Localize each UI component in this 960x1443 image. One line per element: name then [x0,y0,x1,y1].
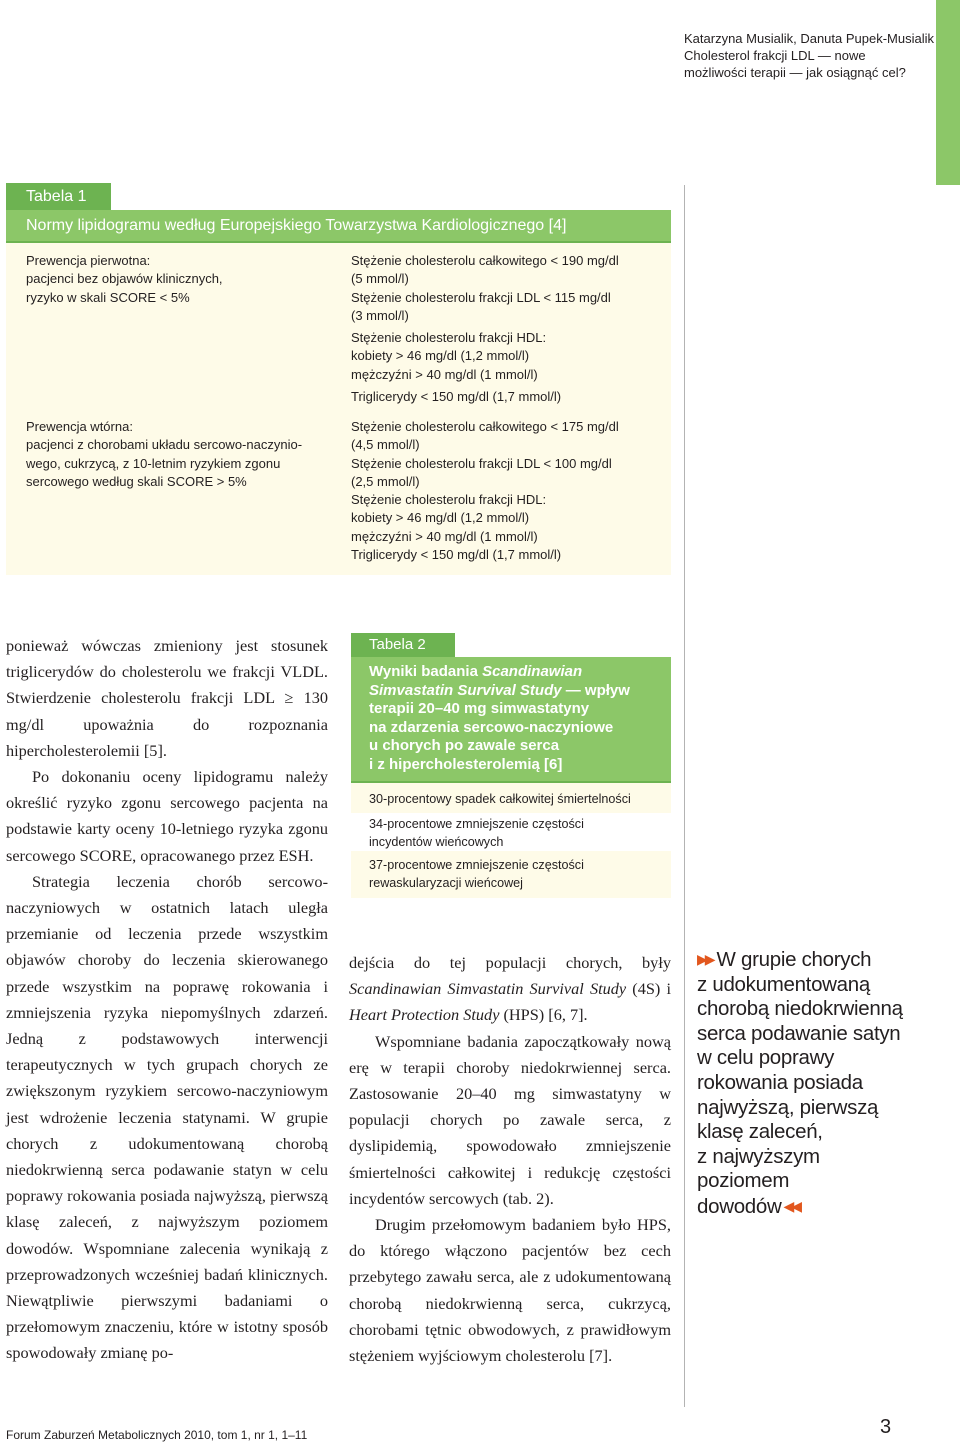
table-cell-line: (5 mmol/l) [351,271,409,287]
table-cell-line: kobiety > 46 mg/dl (1,2 mmol/l) [351,510,530,526]
table-cell-line: sercowego według skali SCORE > 5% [26,473,247,489]
pull-quote-line: z udokumentowaną [697,972,870,996]
table-cell-line: kobiety > 46 mg/dl (1,2 mmol/l) [351,348,530,364]
table-cell-line: 37-procentowe zmniejszenie częstości [369,858,584,872]
table-cell-line: incydentów wieńcowych [369,835,504,849]
table2-title-line: na zdarzenia sercowo-naczyniowe [369,718,614,736]
pull-quote-line: chorobą niedokrwienną [697,997,903,1021]
table-cell-line: 30-procentowy spadek całkowitej śmiertelności [369,792,631,806]
header-authors: Katarzyna Musialik, Danuta Pupek-Musialik [684,31,934,46]
table-cell-line: Prewencja wtórna: [26,419,133,434]
pull-quote-line: klasę zaleceń, [697,1120,823,1144]
table-cell-line: ryzyko w skali SCORE < 5% [26,289,190,305]
body-column-middle [349,950,671,1369]
table2-title [351,657,671,781]
page-tab-marker [936,0,960,185]
table-cell-line: (3 mmol/l) [351,307,409,323]
pull-quote [697,947,952,1220]
table-cell-line: (2,5 mmol/l) [351,473,420,489]
table-cell-line: mężczyźni > 40 mg/dl (1 mmol/l) [351,528,538,544]
body-column-left [6,633,328,1367]
table-cell-line: Triglicerydy < 150 mg/dl (1,7 mmol/l) [351,547,562,563]
table2-row [351,813,671,851]
table-cell-line: Stężenie cholesterolu frakcji HDL: [351,492,547,508]
body-paragraph: Wspomniane badania zapoczątkowały nową erę w terapii choroby niedokrwiennej serca. Zastosowanie 20–40 mg simwastatyny w populacji chorych po zawale serca, z dyslipidemią, spowodowało zmniejszenie śmiertelności całkowitej i redukcję częstości incydentów sercowych (tab. 2). [349,1031,671,1208]
table2-row [351,851,671,898]
table1-label: Tabela 1 [6,183,111,210]
pull-quote-line: rokowania posiada [697,1070,863,1094]
header-title-line: Cholesterol frakcji LDL — nowe [684,48,866,63]
pull-quote-line: W grupie chorych [716,948,872,971]
table-cell-line: Stężenie cholesterolu całkowitego < 175 mg/dl [351,419,619,434]
table-cell-line: pacjenci bez objawów klinicznych, [26,271,223,287]
table1-row2-left [26,418,302,491]
table2-row [351,783,671,813]
body-paragraph: Po dokonaniu oceny lipidogramu należy określić ryzyko zgonu sercowego pacjenta na podstawie karty oceny 10-letniego ryzyka zgonu sercowego SCORE, opracowanego przez ESH. [6,767,328,865]
table2-label: Tabela 2 [351,633,455,657]
header-title-line: możliwości terapii — jak osiągnąć cel? [684,65,906,80]
pull-quote-line: najwyższą, pierwszą [697,1095,879,1119]
journal-footer: Forum Zaburzeń Metabolicznych 2010, tom 1, nr 1, 1–11 [6,1428,308,1442]
page-number: 3 [880,1416,892,1438]
pull-quote-line: z najwyższym [697,1144,820,1168]
table1-row1-left [26,252,223,307]
table2-title-line: Simvastatin Survival Study — wpływ [369,681,630,699]
table-cell-line: Stężenie cholesterolu frakcji LDL < 115 mg/dl [351,289,611,305]
table1-title: Normy lipidogramu według Europejskiego Towarzystwa Kardiologicznego [4] [6,210,671,241]
body-paragraph: ponieważ wówczas zmieniony jest stosunek triglicerydów do cholesterolu we frakcji VLDL. Stwierdzenie cholesterolu frakcji LDL ≥ 130 mg/dl upoważnia do rozpoznania hipercholesterolemii [5]. [6,636,328,760]
table2-title-line: u chorych po zawale serca [369,737,560,754]
body-paragraph: Drugim przełomowym badaniem było HPS, do którego włączono pacjentów bez cech przebytego zawału serca, ale z udokumentowaną chorobą niedokrwienną serca, cukrzycą, chorobami tętnic obwodowych, z prawidłowym stężeniem wyjściowym cholesterolu [7]. [349,1215,671,1366]
table2-title-line: i z hipercholesterolemią [6] [369,755,563,773]
table-cell-line: Prewencja pierwotna: [26,253,151,268]
table-cell-line: wego, cukrzycą, z 10-letnim ryzykiem zgonu [26,455,281,471]
body-paragraph: dejścia do tej populacji chorych, były Scandinawian Simvastatin Survival Study (4S) i Heart Protection Study (HPS) [6, 7]. [349,953,672,1025]
running-header [684,30,934,81]
table-cell-line: Stężenie cholesterolu frakcji HDL: [351,330,547,346]
table-cell-line: mężczyźni > 40 mg/dl (1 mmol/l) [351,366,538,382]
table-cell-line: 34-procentowe zmniejszenie częstości [369,817,584,831]
table-cell-line: rewaskularyzacji wieńcowej [369,876,523,890]
table2-title-line: terapii 20–40 mg simwastatyny [369,700,590,717]
double-arrow-left-icon: ◀◀ [783,1197,800,1214]
table1-row2-right [351,418,619,564]
table-cell-line: (4,5 mmol/l) [351,437,420,453]
body-paragraph: Strategia leczenia chorób sercowo-naczyniowych w ostatnich latach uległa przemianie od leczenia przede wszystkim objawów choroby do leczenia skierowanego przede wszystkim na poprawę rokowania i zmniejszenia ryzyka niepomyślnych zdarzeń. Jedną z podstawowych interwencji terapeutycznych w tych grupach chorych ze zwiększonym ryzykiem sercowo-naczyniowym jest wdrożenie leczenia statynami. W grupie chorych z udokumentowaną chorobą niedokrwienną serca podawanie statyn w celu poprawy rokowania posiada najwyższą, pierwszą klasę zaleceń, z najwyższym poziomem dowodów. Wspomniane zalecenia wynikają z przeprowadzonych wcześniej badań klinicznych. Niewątpliwie pierwszymi badaniami o przełomowym znaczeniu, które w istotny sposób spowodowały zmianę po- [6,871,328,1363]
table2-title-line: Wyniki badania Scandinawian [369,663,583,680]
column-divider [684,185,685,1407]
pull-quote-line: poziomem [697,1169,790,1193]
pull-quote-line: w celu poprawy [697,1046,835,1070]
table-cell-line: pacjenci z chorobami układu sercowo-naczynio- [26,437,303,453]
pull-quote-line: dowodów [697,1194,782,1218]
double-arrow-right-icon: ▶▶ [697,951,713,967]
table1-row1-right [351,252,619,406]
pull-quote-line: serca podawanie satyn [697,1021,901,1045]
table-cell-line: Stężenie cholesterolu frakcji LDL < 100 mg/dl [351,455,612,471]
table-cell-line: Triglicerydy < 150 mg/dl (1,7 mmol/l) [351,389,562,405]
table-cell-line: Stężenie cholesterolu całkowitego < 190 mg/dl [351,253,619,268]
